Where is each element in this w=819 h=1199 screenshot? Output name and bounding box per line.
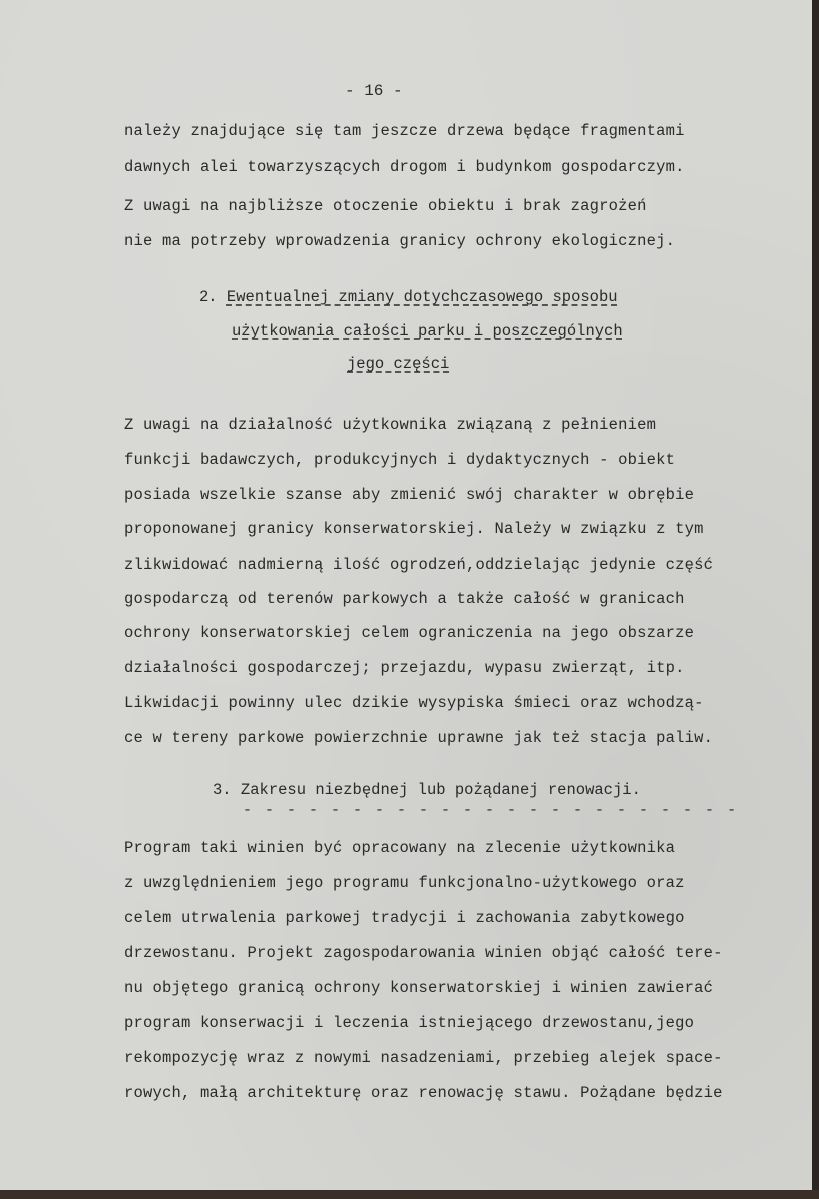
text-line: funkcji badawczych, produkcyjnych i dydaktycznych - obiekt: [124, 451, 676, 469]
scan-edge-right: [812, 0, 819, 1199]
section-heading-2: [199, 287, 618, 307]
scan-edge-bottom: [0, 1190, 819, 1199]
text-line: dawnych alei towarzyszących drogom i budynkom gospodarczym.: [124, 158, 685, 176]
text-line: celem utrwalenia parkowej tradycji i zachowania zabytkowego: [124, 909, 685, 927]
text-line: nie ma potrzeby wprowadzenia granicy ochrony ekologicznej.: [124, 232, 676, 250]
section-number: 2.: [199, 288, 218, 306]
text-line: ochrony konserwatorskiej celem ograniczenia na jego obszarze: [124, 624, 695, 642]
text-line: działalności gospodarczej; przejazdu, wypasu zwierząt, itp.: [124, 659, 685, 677]
section-heading-3: [213, 780, 641, 800]
heading-line-2: [232, 321, 623, 341]
text-line: nu objętego granicą ochrony konserwatorskiej i winien zawierać: [124, 979, 714, 997]
section-number: 3.: [213, 781, 232, 799]
text-line: drzewostanu. Projekt zagospodarowania winien objąć całość tere-: [124, 944, 723, 962]
text-line: Z uwagi na najbliższe otoczenie obiektu i brak zagrożeń: [124, 197, 647, 215]
text-line: zlikwidować nadmierną ilość ogrodzeń,oddzielając jedynie część: [124, 556, 714, 574]
heading-line-3: [347, 354, 449, 374]
page-number: - 16 -: [345, 82, 403, 100]
text-line: Program taki winien być opracowany na zlecenie użytkownika: [124, 839, 676, 857]
text-line: gospodarczą od terenów parkowych a także całość w granicach: [124, 590, 685, 608]
heading-line: jego części: [347, 355, 450, 373]
text-line: program konserwacji i leczenia istniejącego drzewostanu,jego: [124, 1014, 695, 1032]
text-line: posiada wszelkie szanse aby zmienić swój charakter w obrębie: [124, 486, 695, 504]
heading-line: Ewentualnej zmiany dotychczasowego sposobu: [226, 288, 618, 306]
dashed-underline: - - - - - - - - - - - - - - - - - - - - - - -: [243, 802, 739, 819]
heading-line: użytkowania całości parku i poszczególnych: [232, 322, 623, 340]
text-line: rekompozycję wraz z nowymi nasadzeniami, przebieg alejek space-: [124, 1049, 723, 1067]
text-line: Z uwagi na działalność użytkownika związaną z pełnieniem: [124, 416, 657, 434]
text-line: należy znajdujące się tam jeszcze drzewa będące fragmentami: [124, 122, 685, 140]
heading-text: Zakresu niezbędnej lub pożądanej renowacji.: [240, 781, 641, 799]
text-line: ce w tereny parkowe powierzchnie uprawne jak też stacja paliw.: [124, 729, 714, 747]
text-line: Likwidacji powinny ulec dzikie wysypiska śmieci oraz wchodzą-: [124, 694, 704, 712]
text-line: proponowanej granicy konserwatorskiej. Należy w związku z tym: [124, 520, 704, 538]
text-line: z uwzględnieniem jego programu funkcjonalno-użytkowego oraz: [124, 874, 685, 892]
text-line: rowych, małą architekturę oraz renowację stawu. Pożądane będzie: [124, 1084, 723, 1102]
